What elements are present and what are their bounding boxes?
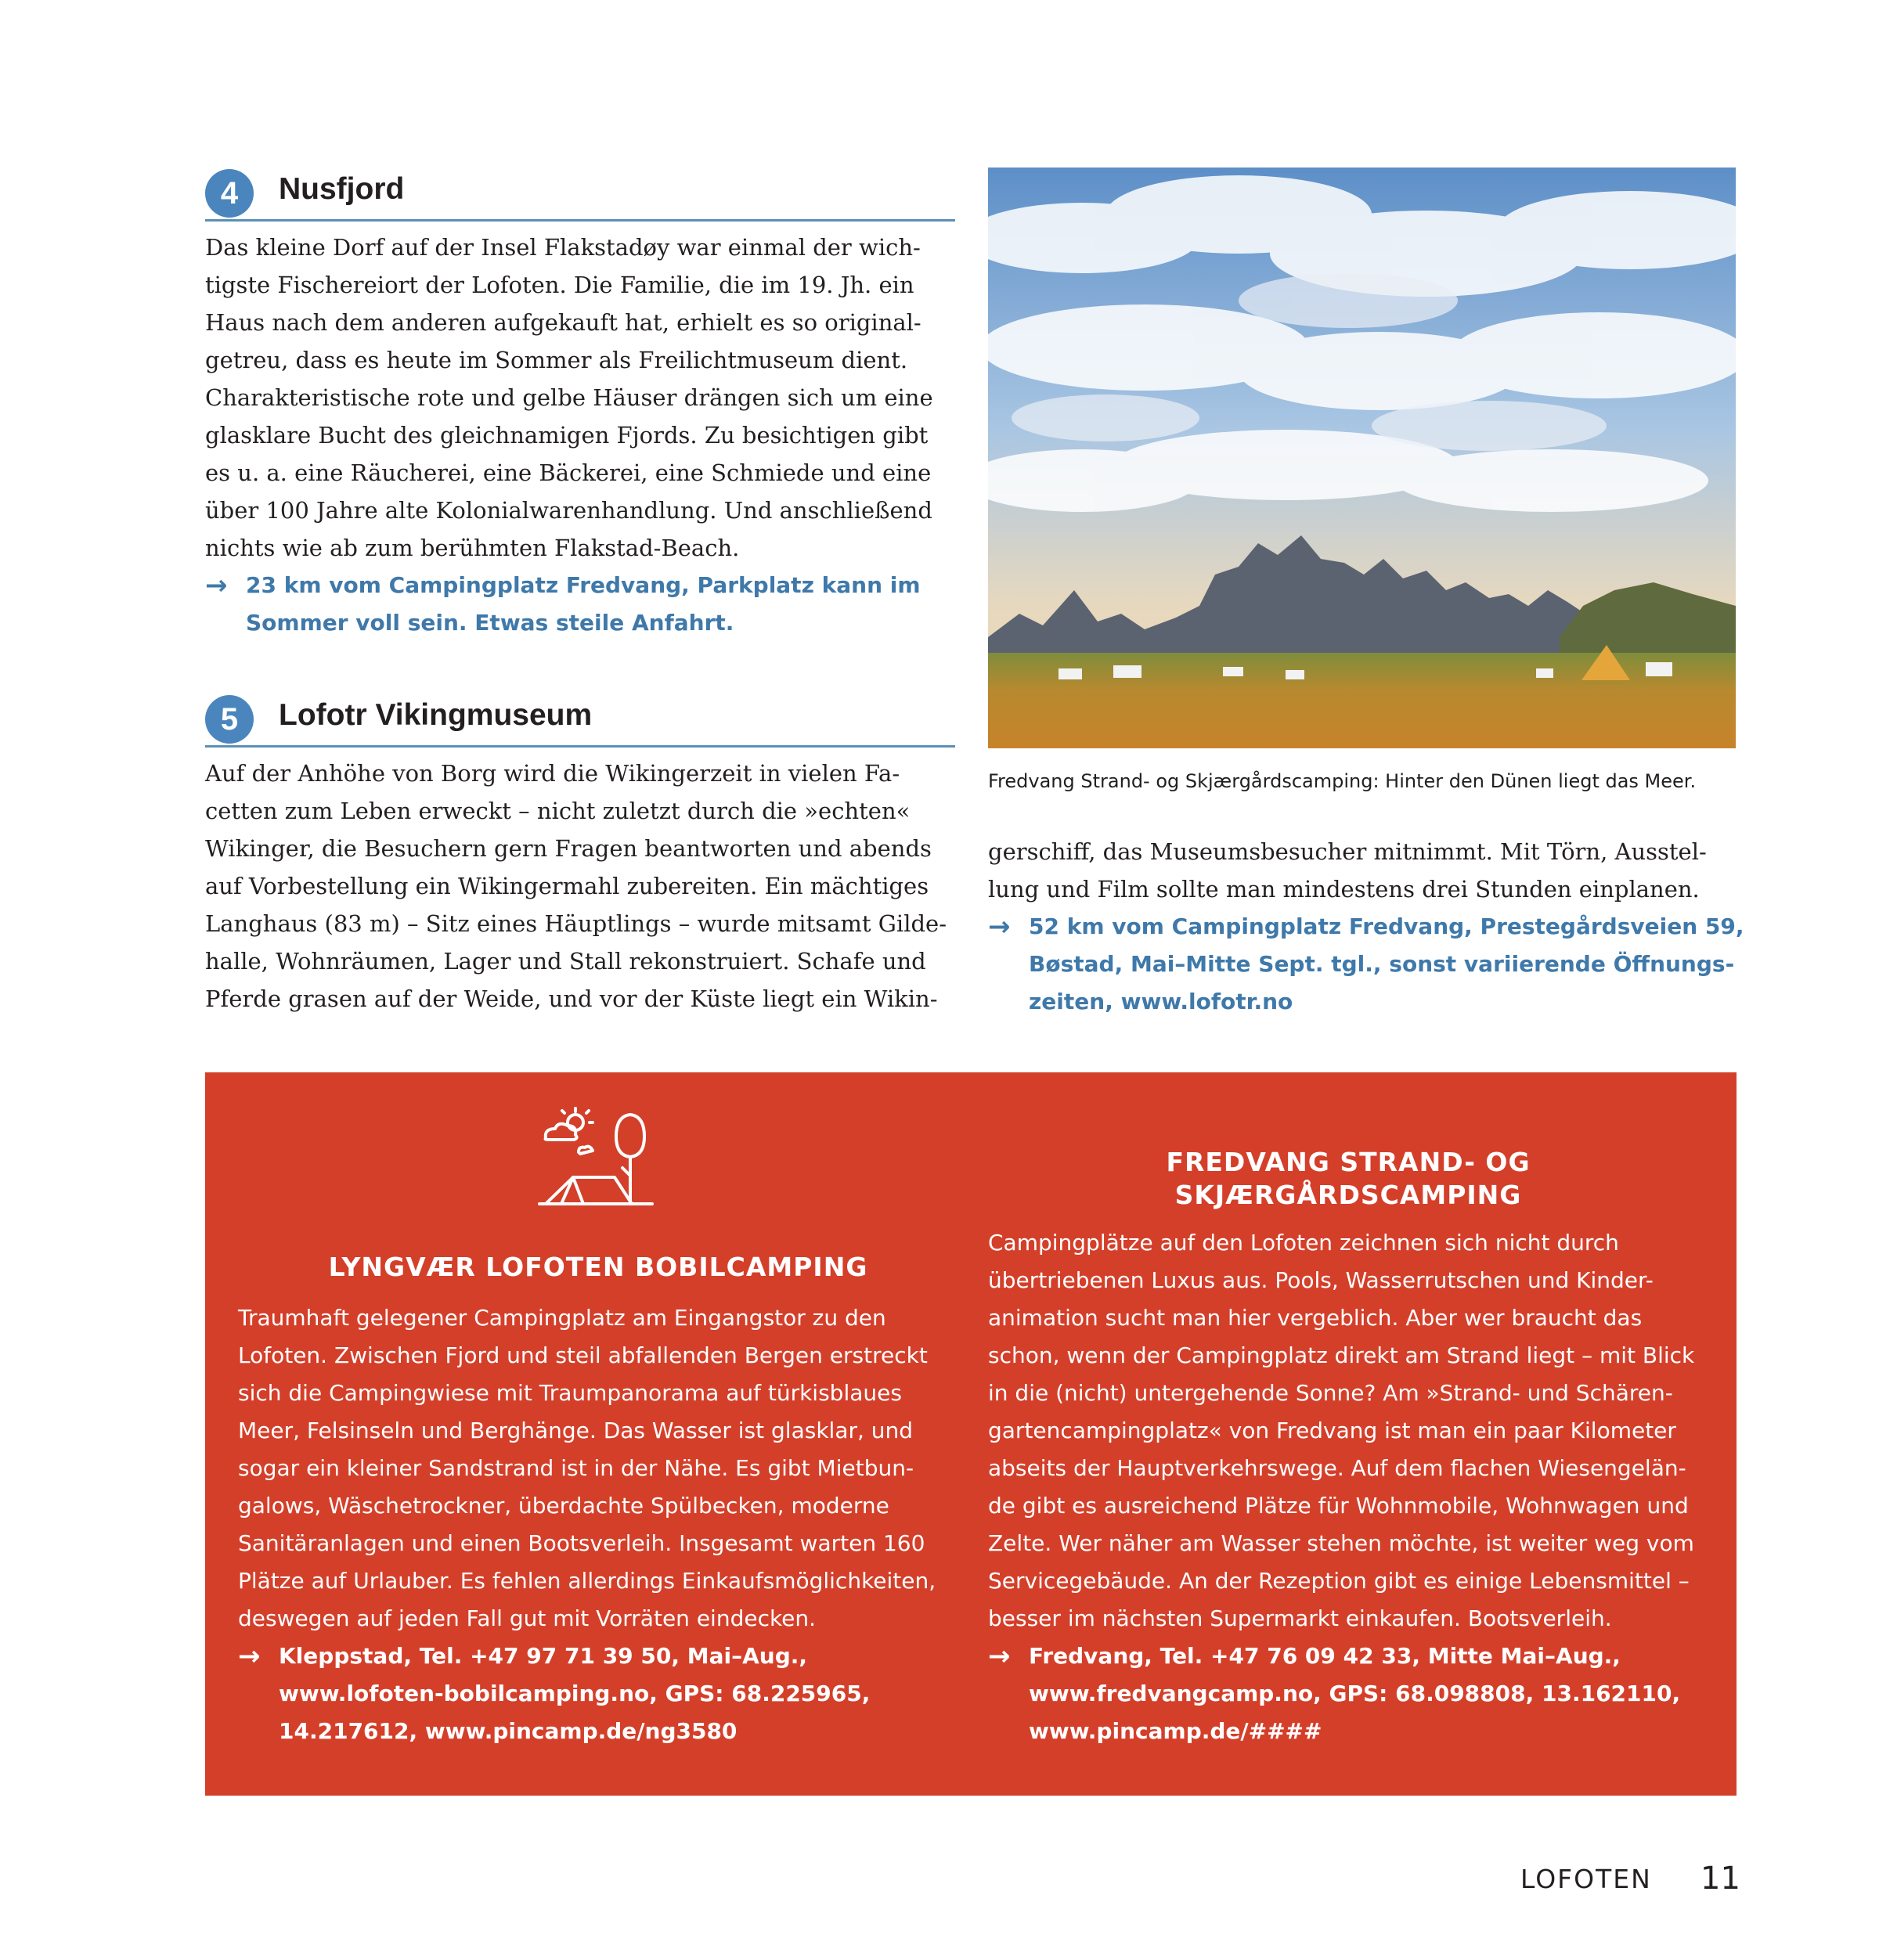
- text-line: Sanitäranlagen und einen Bootsverleih. Insgesamt warten 160: [238, 1530, 925, 1556]
- text-line: nichts wie ab zum berühmten Flakstad-Beach.: [205, 535, 740, 561]
- camping-tips-box: [205, 1072, 1737, 1796]
- arrow-right-icon: →: [238, 1641, 261, 1672]
- text-line: besser im nächsten Supermarkt einkaufen. Bootsverleih.: [988, 1605, 1612, 1631]
- text-line: Das kleine Dorf auf der Insel Flakstadøy war einmal der wich-: [205, 234, 921, 261]
- text-line: Plätze auf Urlauber. Es fehlen allerdings Einkaufsmöglichkeiten,: [238, 1568, 936, 1594]
- text-line: Meer, Felsinseln und Berghänge. Das Wasser ist glasklar, und: [238, 1418, 914, 1443]
- arrow-right-icon: →: [988, 911, 1011, 942]
- info-line: 23 km vom Campingplatz Fredvang, Parkplatz kann im: [246, 572, 921, 598]
- text-line: über 100 Jahre alte Kolonialwarenhandlung. Und anschließend: [205, 497, 932, 524]
- text-line: Traumhaft gelegener Campingplatz am Eingangstor zu den: [238, 1305, 886, 1331]
- info-line: www.lofoten-bobilcamping.no, GPS: 68.225965,: [279, 1681, 871, 1706]
- info-line: Fredvang, Tel. +47 76 09 42 33, Mitte Mai–Aug.,: [1029, 1643, 1621, 1669]
- title-line: SKJÆRGÅRDSCAMPING: [1174, 1180, 1522, 1210]
- section-number-badge: 5: [205, 695, 254, 744]
- section-4-heading: [205, 164, 955, 222]
- photo-caption: Fredvang Strand- og Skjærgårdscamping: Hinter den Dünen liegt das Meer.: [988, 770, 1697, 792]
- text-line: übertriebenen Luxus aus. Pools, Wasserrutschen und Kinder-: [988, 1267, 1654, 1293]
- title-line: FREDVANG STRAND- OG: [1166, 1147, 1531, 1177]
- arrow-right-icon: →: [205, 570, 228, 601]
- text-line: Charakteristische rote und gelbe Häuser drängen sich um eine: [205, 384, 933, 411]
- text-line: Zelte. Wer näher am Wasser stehen möchte, ist weiter weg vom: [988, 1530, 1694, 1556]
- text-line: tigste Fischereiort der Lofoten. Die Familie, die im 19. Jh. ein: [205, 272, 914, 298]
- info-line: zeiten, www.lofotr.no: [1029, 989, 1293, 1014]
- page-number: 11: [1700, 1861, 1740, 1897]
- text-line: deswegen auf jeden Fall gut mit Vorräten eindecken.: [238, 1605, 817, 1631]
- section-5-info: [988, 908, 1744, 1021]
- running-footer-section: LOFOTEN: [1520, 1864, 1652, 1894]
- info-line: 14.217612, www.pincamp.de/ng3580: [279, 1718, 738, 1744]
- text-line: getreu, dass es heute im Sommer als Freilichtmuseum dient.: [205, 347, 908, 373]
- text-line: animation sucht man hier vergeblich. Aber wer braucht das: [988, 1305, 1643, 1331]
- text-line: Auf der Anhöhe von Borg wird die Wikingerzeit in vielen Fa-: [205, 760, 900, 787]
- text-line: auf Vorbestellung ein Wikingermahl zubereiten. Ein mächtiges: [205, 873, 929, 899]
- section-title: Nusfjord: [279, 172, 405, 206]
- text-line: de gibt es ausreichend Plätze für Wohnmobile, Wohnwagen und: [988, 1493, 1689, 1519]
- text-line: schon, wenn der Campingplatz direkt am Strand liegt – mit Blick: [988, 1342, 1695, 1368]
- section-4-info: [205, 567, 957, 642]
- box-right-title: [988, 1146, 1708, 1212]
- box-left-title: LYNGVÆR LOFOTEN BOBILCAMPING: [328, 1252, 868, 1282]
- box-right-info: [988, 1638, 1716, 1750]
- section-4-body: [205, 229, 957, 567]
- info-line: www.fredvangcamp.no, GPS: 68.098808, 13.162110,: [1029, 1681, 1681, 1706]
- section-5-body-right: [988, 833, 1740, 908]
- info-line: www.pincamp.de/####: [1029, 1718, 1322, 1744]
- text-line: in die (nicht) untergehende Sonne? Am »Strand- und Schären-: [988, 1380, 1673, 1406]
- section-number-badge: 4: [205, 169, 254, 218]
- text-line: Pferde grasen auf der Weide, und vor der Küste liegt ein Wikin-: [205, 985, 938, 1012]
- text-line: es u. a. eine Räucherei, eine Bäckerei, eine Schmiede und eine: [205, 459, 932, 486]
- text-line: gartencampingplatz« von Fredvang ist man ein paar Kilometer: [988, 1418, 1676, 1443]
- text-line: Campingplätze auf den Lofoten zeichnen sich nicht durch: [988, 1230, 1619, 1256]
- campsite-photo: [988, 168, 1736, 748]
- text-line: abseits der Hauptverkehrswege. Auf dem flachen Wiesengelän-: [988, 1455, 1686, 1481]
- section-title: Lofotr Vikingmuseum: [279, 698, 593, 732]
- info-line: Bøstad, Mai–Mitte Sept. tgl., sonst variierende Öffnungs-: [1029, 951, 1735, 977]
- info-line: Kleppstad, Tel. +47 97 71 39 50, Mai–Aug.,: [279, 1643, 808, 1669]
- text-line: Servicegebäude. An der Rezeption gibt es einige Lebensmittel –: [988, 1568, 1690, 1594]
- camping-tent-tree-sun-icon: [538, 1105, 655, 1215]
- section-5-body-left: [205, 755, 957, 1018]
- text-line: galows, Wäschetrockner, überdachte Spülbecken, moderne: [238, 1493, 889, 1519]
- box-left-info: [238, 1638, 958, 1750]
- info-line: Sommer voll sein. Etwas steile Anfahrt.: [246, 610, 734, 636]
- section-5-heading: [205, 690, 955, 748]
- text-line: Langhaus (83 m) – Sitz eines Häuptlings – wurde mitsamt Gilde-: [205, 910, 947, 937]
- text-line: Wikinger, die Besuchern gern Fragen beantworten und abends: [205, 835, 932, 862]
- text-line: lung und Film sollte man mindestens drei Stunden einplanen.: [988, 876, 1700, 903]
- text-line: gerschiff, das Museumsbesucher mitnimmt. Mit Törn, Ausstel-: [988, 838, 1707, 865]
- text-line: halle, Wohnräumen, Lager und Stall rekonstruiert. Schafe und: [205, 948, 926, 975]
- info-line: 52 km vom Campingplatz Fredvang, Prestegårdsveien 59,: [1029, 913, 1744, 939]
- arrow-right-icon: →: [988, 1641, 1011, 1672]
- text-line: sogar ein kleiner Sandstrand ist in der Nähe. Es gibt Mietbun-: [238, 1455, 914, 1481]
- text-line: Haus nach dem anderen aufgekauft hat, erhielt es so original-: [205, 309, 921, 336]
- box-right-body: [988, 1224, 1716, 1638]
- text-line: sich die Campingwiese mit Traumpanorama auf türkisblaues: [238, 1380, 902, 1406]
- box-left-body: [238, 1299, 958, 1638]
- text-line: Lofoten. Zwischen Fjord und steil abfallenden Bergen erstreckt: [238, 1342, 928, 1368]
- text-line: cetten zum Leben erweckt – nicht zuletzt durch die »echten«: [205, 798, 911, 824]
- text-line: glasklare Bucht des gleichnamigen Fjords. Zu besichtigen gibt: [205, 422, 929, 449]
